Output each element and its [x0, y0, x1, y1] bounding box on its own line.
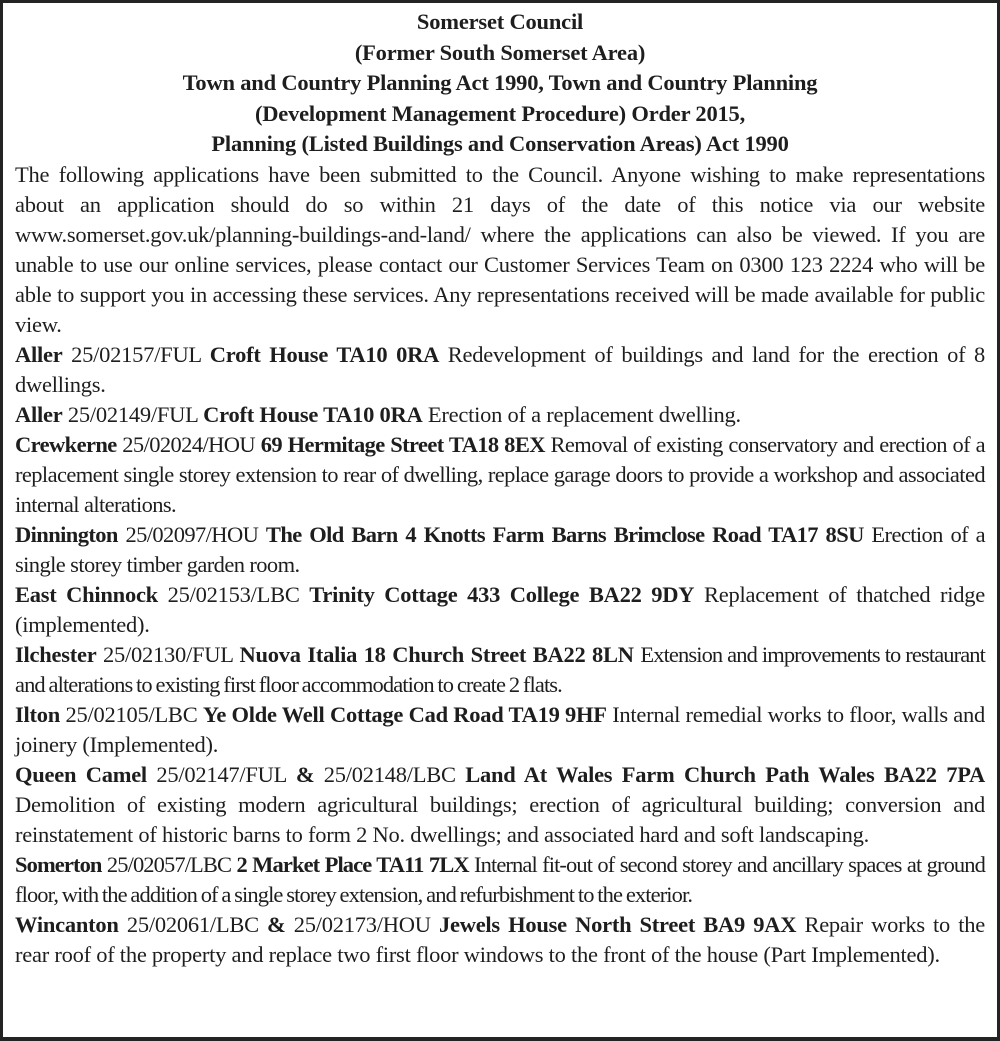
application-reference: 25/02130/FUL [103, 641, 233, 667]
parish-name: Aller [15, 341, 63, 367]
act-line-3: Planning (Listed Buildings and Conservation Areas) Act 1990 [211, 131, 789, 156]
application-entry [15, 760, 985, 850]
application-address: Ye Olde Well Cottage Cad Road TA19 9HF [202, 701, 607, 727]
parish-name: Ilton [15, 701, 61, 727]
application-reference: 25/02024/HOU [122, 431, 256, 457]
parish-name: Wincanton [15, 911, 119, 937]
application-reference: 25/02153/LBC [167, 581, 300, 607]
application-description: Extension and improvements to restaurant and alterations to existing first floor accommodation to create 2 flats. [15, 641, 986, 697]
application-description: Redevelopment of buildings and land for the erection of 8 dwellings. [15, 341, 986, 397]
application-description: Erection of a replacement dwelling. [427, 401, 741, 427]
application-entry [15, 910, 985, 970]
parish-name: Somerton [15, 851, 102, 877]
application-entry [15, 580, 985, 640]
application-entry [15, 520, 985, 580]
application-address: Croft House TA10 0RA [203, 401, 423, 427]
application-description: Internal remedial works to floor, walls and joinery (Implemented). [15, 701, 986, 757]
application-reference-2: 25/02148/LBC [323, 761, 456, 787]
parish-name: Ilchester [15, 641, 97, 667]
parish-name: Queen Camel [15, 761, 147, 787]
application-description: Internal fit-out of second storey and ancillary spaces at ground floor, with the addition of a single storey extension, and refurbishment to the exterior. [15, 851, 985, 907]
application-entry [15, 340, 985, 400]
act-line-1: Town and Country Planning Act 1990, Town and Country Planning [182, 70, 818, 95]
parish-name: Dinnington [15, 521, 118, 547]
application-reference: 25/02057/LBC [106, 851, 232, 877]
application-reference: 25/02147/FUL [156, 761, 287, 787]
application-address: Croft House TA10 0RA [209, 341, 440, 367]
council-area: (Former South Somerset Area) [354, 39, 646, 65]
application-entry [15, 640, 985, 700]
application-description: Demolition of existing modern agricultural buildings; erection of agricultural building; conversion and reinstatement of historic barns to form 2 No. dwellings; and associated hard and soft landscaping. [15, 791, 985, 847]
notice-header [15, 7, 985, 160]
application-reference: 25/02157/FUL [71, 341, 202, 367]
application-reference-2: 25/02173/HOU [293, 911, 431, 937]
application-address: Trinity Cottage 433 College BA22 9DY [309, 581, 695, 607]
application-address: Land At Wales Farm Church Path Wales BA22 7PA [465, 761, 986, 787]
parish-name: Aller [15, 401, 63, 427]
application-reference: 25/02149/FUL [67, 401, 198, 427]
application-description: Repair works to the rear roof of the property and replace two first floor windows to the front of the house (Part Implemented). [15, 911, 985, 967]
application-description: Removal of existing conservatory and erection of a replacement single storey extension to rear of dwelling, replace garage doors to provide a workshop and associated internal alterations. [15, 431, 986, 517]
intro-paragraph: The following applications have been submitted to the Council. Anyone wishing to make representations about an application should do so within 21 days of the date of this notice via our website www.somerset.gov.uk/planning-buildings-and-land/ where the applications can also be viewed. If you are unable to use our online services, please contact our Customer Services Team on 0300 123 2224 who will be able to support you in accessing these services. Any representations received will be made available for public view. [15, 161, 985, 337]
application-reference: 25/02105/LBC [65, 701, 198, 727]
application-reference: 25/02061/LBC [126, 911, 259, 937]
application-entry [15, 700, 985, 760]
application-entry [15, 850, 985, 910]
application-address: Jewels House North Street BA9 9AX [438, 911, 797, 937]
application-description: Replacement of thatched ridge (implemented). [15, 581, 986, 637]
application-entry [15, 430, 985, 520]
application-reference: 25/02097/HOU [125, 521, 259, 547]
parish-name: Crewkerne [15, 431, 117, 457]
application-address: Nuova Italia 18 Church Street BA22 8LN [239, 641, 634, 667]
application-address: 69 Hermitage Street TA18 8EX [260, 431, 545, 457]
application-entry [15, 400, 985, 430]
council-name: Somerset Council [416, 9, 584, 34]
application-address: The Old Barn 4 Knotts Farm Barns Brimclose Road TA17 8SU [265, 521, 864, 547]
reference-joiner: & [295, 761, 315, 787]
reference-joiner: & [267, 911, 286, 937]
parish-name: East Chinnock [15, 581, 158, 607]
application-description: Erection of a single storey timber garden room. [15, 521, 986, 577]
act-line-2: (Development Management Procedure) Order 2015, [254, 100, 746, 126]
application-address: 2 Market Place TA11 7LX [236, 851, 469, 877]
